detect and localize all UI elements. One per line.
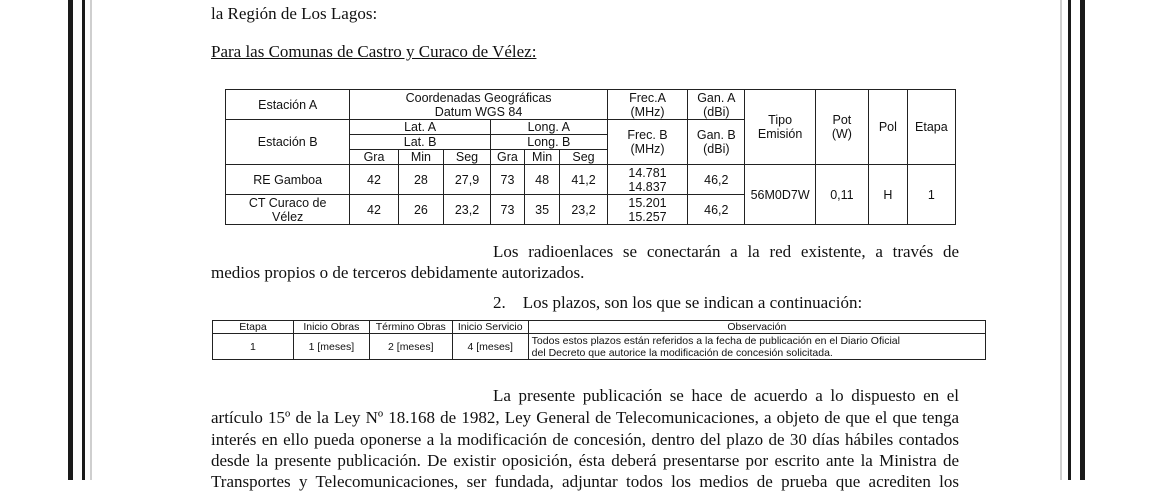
paragraph-2-line-2: artículo 15º de la Ley Nº 18.168 de 1982, Ley General de Telecomunicaciones, a objeto de que el que tenga (211, 408, 959, 427)
frequency-2: 14.837 (628, 179, 667, 194)
header-lon-seg: Seg (560, 150, 608, 165)
lat-gra: 42 (350, 195, 398, 225)
station-name-line1: RE Gamboa (253, 172, 323, 187)
frame-left-inner (82, 0, 85, 480)
etapa-value: 1 (907, 165, 955, 225)
frame-left-outer (68, 0, 73, 480)
lat-seg: 23,2 (444, 195, 491, 225)
header-frec-b-line2: (MHz) (630, 142, 665, 156)
header-frec-b-line1: Frec. B (627, 128, 668, 142)
paragraph-2-line-4: desde la presente publicación. De existir oposición, ésta deberá presentarse por escrito ante la Ministra de (211, 451, 959, 470)
header-frec-a-line1: Frec.A (629, 90, 666, 105)
header-inicio-servicio: Inicio Servicio (452, 321, 528, 334)
lon-gra: 73 (490, 195, 524, 225)
pol-value: H (869, 165, 908, 225)
termino-obras-value: 2 [meses] (369, 334, 452, 360)
frame-right-inner (1068, 0, 1071, 480)
header-pot-line2: (W) (831, 127, 852, 141)
lat-gra: 42 (350, 165, 398, 195)
table-row (213, 334, 986, 360)
etapa-value: 1 (213, 334, 294, 360)
header-coordenadas (350, 90, 607, 120)
header-gan-a (688, 90, 745, 120)
header-tipo-line1: Tipo (768, 113, 793, 127)
lat-min: 26 (398, 195, 443, 225)
station-name (226, 195, 350, 225)
pot-value: 0,11 (815, 165, 868, 225)
header-gan-a-line2: (dBi) (703, 104, 730, 119)
section-heading: Para las Comunas de Castro y Curaco de Vélez: (211, 42, 537, 61)
header-lat-min: Min (398, 150, 443, 165)
header-coordenadas-line2: Datum WGS 84 (434, 104, 523, 119)
station-name-line1: CT Curaco de (248, 195, 327, 210)
paragraph-1-line-1: Los radioenlaces se conectarán a la red existente, a través de (493, 242, 959, 261)
paragraph-2-line-3: interés en ello pueda oponerse a la modificación de concesión, dentro del plazo de 30 días hábiles contados (211, 430, 959, 449)
header-pot (815, 90, 868, 165)
header-lon-gra: Gra (490, 150, 524, 165)
header-lat-b: Lat. B (350, 135, 491, 150)
header-estacion-a: Estación A (226, 90, 350, 120)
paragraph-2-line-1: La presente publicación se hace de acuerdo a lo dispuesto en el (493, 386, 959, 405)
paragraph-2-line-5: Transportes y Telecomunicaciones, ser fundada, adjuntar todos los medios de prueba que acrediten los (211, 472, 959, 491)
frequency-1: 15.201 (628, 195, 667, 210)
frame-left-shade (90, 0, 92, 480)
header-estacion-b: Estación B (226, 120, 350, 165)
header-lat-seg: Seg (444, 150, 491, 165)
header-frec-a (607, 90, 687, 120)
tipo-emision-value: 56M0D7W (745, 165, 815, 225)
frame-right-shade (1060, 0, 1062, 480)
gain: 46,2 (688, 195, 745, 225)
lon-seg: 41,2 (560, 165, 608, 195)
header-inicio-obras: Inicio Obras (293, 321, 369, 334)
frequency (607, 165, 687, 195)
header-tipo-line2: Emisión (757, 127, 803, 141)
radio-link-table (225, 89, 956, 225)
header-gan-b-line2: (dBi) (703, 142, 730, 156)
plazos-table (212, 320, 986, 360)
frame-right-outer (1080, 0, 1085, 480)
paragraph-1-line-2: medios propios o de terceros debidamente autorizados. (211, 263, 585, 282)
header-frec-b (607, 120, 687, 165)
header-termino-obras: Término Obras (369, 321, 452, 334)
header-long-b: Long. B (490, 135, 607, 150)
frequency-2: 15.257 (628, 209, 667, 224)
observacion-line1: Todos estos plazos están referidos a la fecha de publicación en el Diario Oficial (531, 334, 900, 347)
station-name (226, 165, 350, 195)
header-lat-a: Lat. A (350, 120, 491, 135)
header-gan-b (688, 120, 745, 165)
table-row (226, 165, 956, 195)
header-lon-min: Min (525, 150, 560, 165)
header-gan-b-line1: Gan. B (696, 128, 736, 142)
header-observacion: Observación (528, 321, 985, 334)
header-coordenadas-line1: Coordenadas Geográficas (405, 90, 552, 105)
header-etapa: Etapa (213, 321, 294, 334)
inicio-obras-value: 1 [meses] (293, 334, 369, 360)
header-etapa: Etapa (907, 90, 955, 165)
observacion-line2: del Decreto que autorice la modificación de concesión solicitada. (531, 346, 833, 359)
item-2: 2. Los plazos, son los que se indican a continuación: (493, 293, 863, 312)
header-gan-a-line1: Gan. A (697, 90, 736, 105)
gain: 46,2 (688, 165, 745, 195)
station-name-line2: Vélez (272, 209, 304, 224)
header-frec-a-line2: (MHz) (630, 104, 665, 119)
header-pol: Pol (869, 90, 908, 165)
inicio-servicio-value: 4 [meses] (452, 334, 528, 360)
header-lat-gra: Gra (350, 150, 398, 165)
lon-gra: 73 (490, 165, 524, 195)
frequency (607, 195, 687, 225)
observacion-value (528, 334, 985, 360)
lat-min: 28 (398, 165, 443, 195)
header-long-a: Long. A (490, 120, 607, 135)
lon-seg: 23,2 (560, 195, 608, 225)
lon-min: 48 (525, 165, 560, 195)
header-pot-line1: Pot (832, 113, 852, 127)
intro-line: la Región de Los Lagos: (211, 4, 378, 23)
frequency-1: 14.781 (628, 165, 667, 180)
header-tipo-emision (745, 90, 815, 165)
lat-seg: 27,9 (444, 165, 491, 195)
lon-min: 35 (525, 195, 560, 225)
